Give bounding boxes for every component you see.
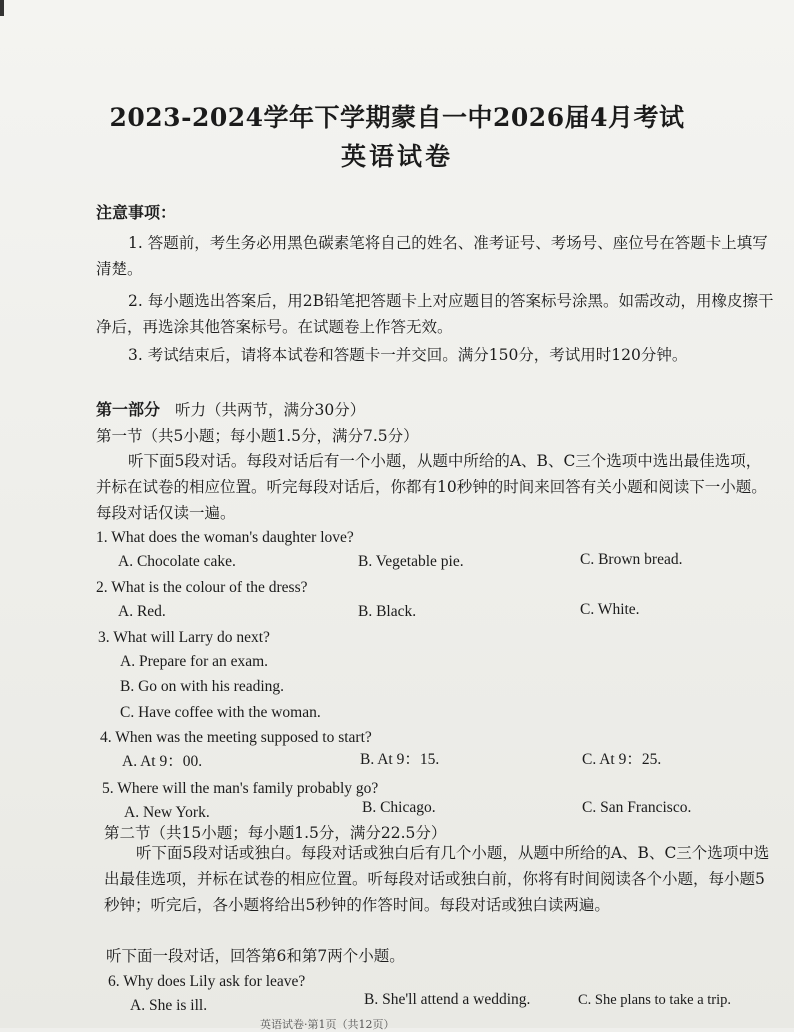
- note-item-2: 2. 每小题选出答案后，用2B铅笔把答题卡上对应题目的答案标号涂黑。如需改动，用橡皮擦干净后，再选涂其他答案标号。在试题卷上作答无效。: [96, 292, 774, 336]
- section2-heading: 第二节（共15小题；每小题1.5分，满分22.5分）: [104, 824, 447, 842]
- q5-option-b: B. Chicago.: [362, 799, 436, 816]
- q6-option-a: A. She is ill.: [130, 997, 208, 1014]
- q5-option-a: A. New York.: [124, 804, 210, 821]
- q3-option-b: B. Go on with his reading.: [120, 678, 285, 695]
- notes-heading: 注意事项：: [96, 203, 177, 222]
- q2-option-a: A. Red.: [118, 603, 166, 620]
- exam-title: 2023-2024学年下学期蒙自一中2026届4月考试: [109, 103, 685, 132]
- part1-heading: 第一部分: [96, 400, 161, 419]
- q4-option-c: C. At 9：25.: [582, 751, 662, 768]
- page-edge-mark: [0, 0, 4, 16]
- section1-instructions: 听下面5段对话。每段对话后有一个小题，从题中所给的A、B、C三个选项中选出最佳选项，并标在试卷的相应位置。听完每段对话后，你都有10秒钟的时间来回答有关小题和阅读下一小题。每段对话仅读一遍。: [96, 452, 767, 522]
- question-1: 1. What does the woman's daughter love?: [96, 529, 354, 546]
- note-item-1: 1. 答题前，考生务必用黑色碳素笔将自己的姓名、准考证号、考场号、座位号在答题卡上填写清楚。: [96, 234, 768, 278]
- question-5: 5. Where will the man's family probably go?: [102, 780, 379, 797]
- section1-heading: 第一节（共5小题；每小题1.5分，满分7.5分）: [96, 427, 419, 445]
- q1-option-b: B. Vegetable pie.: [358, 553, 464, 570]
- q6-option-c: C. She plans to take a trip.: [578, 992, 732, 1008]
- part1-title: 听力（共两节，满分30分）: [175, 401, 366, 419]
- question-3: 3. What will Larry do next?: [98, 629, 270, 646]
- q2-option-c: C. White.: [580, 601, 640, 618]
- q4-option-b: B. At 9：15.: [360, 751, 440, 768]
- q4-option-a: A. At 9：00.: [122, 753, 203, 770]
- question-6: 6. Why does Lily ask for leave?: [108, 973, 306, 990]
- q3-option-a: A. Prepare for an exam.: [120, 653, 269, 670]
- section2-lead: 听下面一段对话，回答第6和第7两个小题。: [106, 947, 405, 965]
- q1-option-c: C. Brown bread.: [580, 551, 683, 568]
- question-2: 2. What is the colour of the dress?: [96, 579, 308, 596]
- q6-option-b: B. She'll attend a wedding.: [364, 991, 531, 1008]
- q3-option-c: C. Have coffee with the woman.: [120, 704, 321, 721]
- q1-option-a: A. Chocolate cake.: [118, 553, 236, 570]
- note-item-3: 3. 考试结束后，请将本试卷和答题卡一并交回。满分150分，考试用时120分钟。: [128, 346, 688, 364]
- q5-option-c: C. San Francisco.: [582, 799, 692, 816]
- q2-option-b: B. Black.: [358, 603, 417, 620]
- section2-instructions: 听下面5段对话或独白。每段对话或独白后有几个小题，从题中所给的A、B、C三个选项中选出最佳选项，并标在试卷的相应位置。听每段对话或独白前，你将有时间阅读各个小题，每小题5秒钟；听完后，各小题将给出5秒钟的作答时间。每段对话或独白读两遍。: [104, 844, 770, 914]
- exam-subtitle: 英语试卷: [340, 142, 453, 171]
- page-footer: 英语试卷·第1页（共12页）: [260, 1018, 395, 1031]
- question-4: 4. When was the meeting supposed to start?: [100, 729, 372, 746]
